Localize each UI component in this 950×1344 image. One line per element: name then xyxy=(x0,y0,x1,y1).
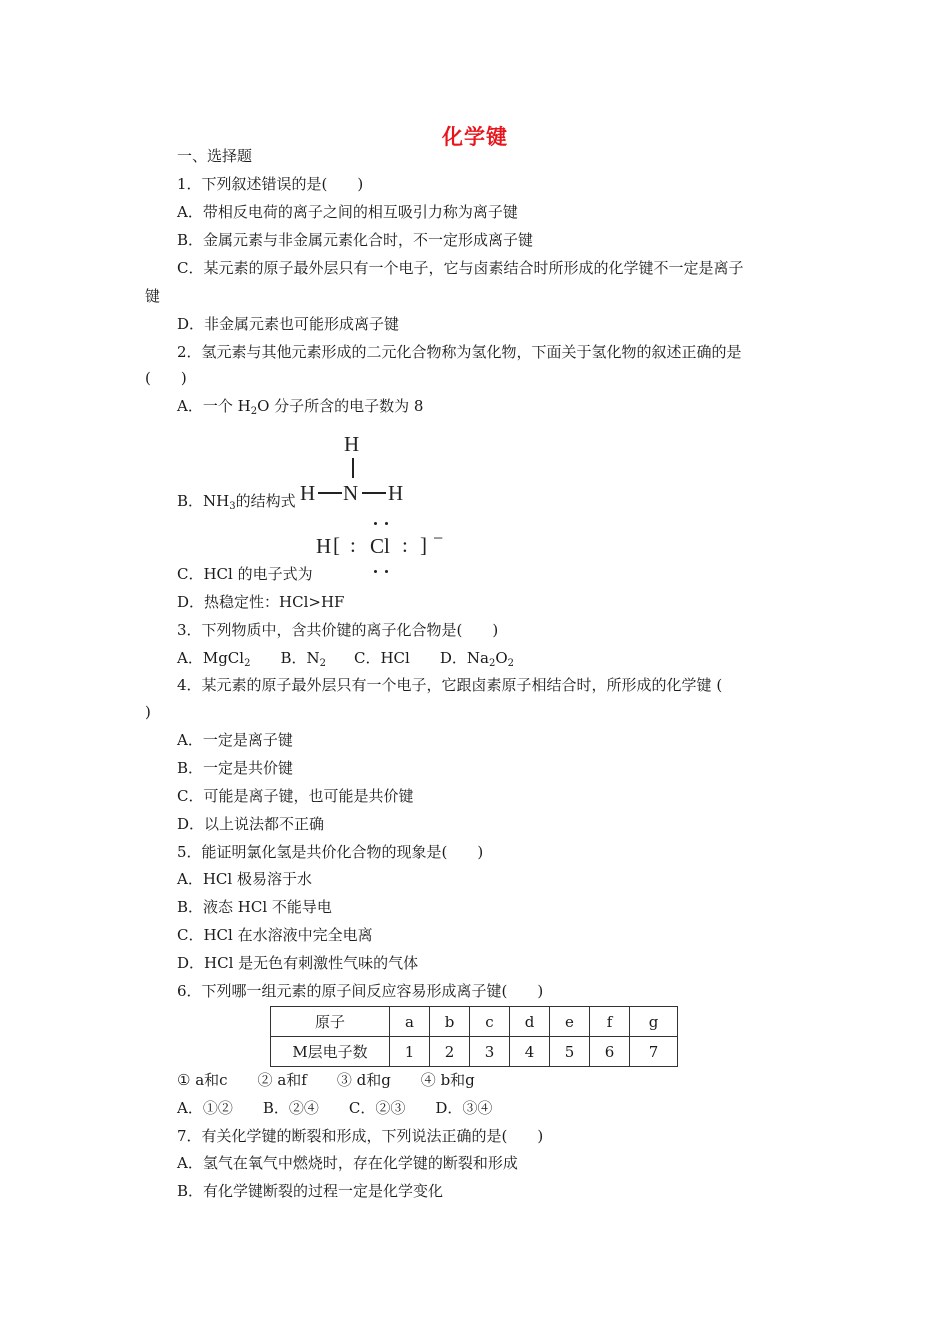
q2-option-b: B．$NH_3$的结构式 xyxy=(177,492,296,512)
q3-stem: 3．下列物质中，含共价键的离子化合物是( ) xyxy=(177,621,499,639)
section-heading: 一、选择题 xyxy=(177,147,253,165)
q6-combinations: ① a和c ② a和f ③ d和g ④ b和g xyxy=(177,1071,475,1089)
q7-stem: 7．有关化学键的断裂和形成，下列说法正确的是( ) xyxy=(177,1127,544,1145)
hcl-dot xyxy=(385,570,388,573)
q2-stem-wrap: ( ) xyxy=(145,369,187,387)
hcl-dot xyxy=(374,522,377,525)
q6-options: A．①② B．②④ C．②③ D．③④ xyxy=(177,1099,493,1117)
table-cell: 2 xyxy=(430,1037,470,1067)
table-cell: b xyxy=(430,1007,470,1037)
hcl-h: H xyxy=(316,534,332,558)
q2-option-c: C．HCl 的电子式为 xyxy=(177,565,313,583)
q4-option-c: C．可能是离子键，也可能是共价键 xyxy=(177,787,414,805)
table-row xyxy=(271,1007,678,1037)
q4-option-d: D．以上说法都不正确 xyxy=(177,815,325,833)
q7-option-b: B．有化学键断裂的过程一定是化学变化 xyxy=(177,1182,444,1200)
hcl-dot xyxy=(385,522,388,525)
q2-stem: 2．氢元素与其他元素形成的二元化合物称为氢化物，下面关于氢化物的叙述正确的是 xyxy=(177,343,742,361)
hcl-left-bracket: [ xyxy=(333,533,340,557)
table-cell: M层电子数 xyxy=(271,1037,390,1067)
q4-option-b: B．一定是共价键 xyxy=(177,759,294,777)
table-cell: 原子 xyxy=(271,1007,390,1037)
page-title: 化学键 xyxy=(442,125,508,149)
table-cell: 6 xyxy=(590,1037,630,1067)
table-cell: 3 xyxy=(470,1037,510,1067)
q4-stem: 4．某元素的原子最外层只有一个电子，它跟卤素原子相结合时，所形成的化学键 ( xyxy=(177,676,723,694)
table-cell: g xyxy=(630,1007,678,1037)
q5-option-b: B．液态 HCl 不能导电 xyxy=(177,898,332,916)
hcl-charge: − xyxy=(433,528,444,548)
q1-option-c: C．某元素的原子最外层只有一个电子，它与卤素结合时所形成的化学键不一定是离子 xyxy=(177,259,744,277)
q1-option-a: A．带相反电荷的离子之间的相互吸引力称为离子键 xyxy=(177,203,518,221)
table-cell: c xyxy=(470,1007,510,1037)
electron-count-table xyxy=(270,1006,678,1067)
table-cell: 1 xyxy=(390,1037,430,1067)
q7-option-a: A．氢气在氧气中燃烧时，存在化学键的断裂和形成 xyxy=(177,1154,518,1172)
nh3-n: N xyxy=(343,481,359,505)
hcl-dot xyxy=(374,570,377,573)
q1-option-c-wrap: 键 xyxy=(145,287,161,305)
q1-stem: 1．下列叙述错误的是( ) xyxy=(177,175,364,193)
q4-option-a: A．一定是离子键 xyxy=(177,731,293,749)
nh3-h-top: H xyxy=(344,432,360,456)
hcl-right-bracket: ] xyxy=(420,533,427,557)
nh3-bond-right xyxy=(362,492,386,494)
table-cell: f xyxy=(590,1007,630,1037)
q5-option-d: D．HCl 是无色有刺激性气味的气体 xyxy=(177,954,419,972)
q3-options: A．MgCl$_2$ B．$N_2$ C．HCl D．$Na_2O_2$ xyxy=(177,649,514,669)
q5-option-a: A．HCl 极易溶于水 xyxy=(177,870,312,888)
q5-stem: 5．能证明氯化氢是共价化合物的现象是( ) xyxy=(177,843,484,861)
nh3-h-left: H xyxy=(300,481,316,505)
nh3-h-right: H xyxy=(388,481,404,505)
hcl-colon-right: : xyxy=(402,533,408,557)
table-cell: a xyxy=(390,1007,430,1037)
nh3-bond-vertical xyxy=(352,458,354,478)
table-cell: 7 xyxy=(630,1037,678,1067)
q5-option-c: C．HCl 在水溶液中完全电离 xyxy=(177,926,373,944)
q2-option-a: A．一个 $H_2O$ 分子所含的电子数为 8 xyxy=(177,397,424,417)
q2-option-d: D．热稳定性：HCl>HF xyxy=(177,593,345,611)
nh3-bond-left xyxy=(318,492,342,494)
q1-option-d: D．非金属元素也可能形成离子键 xyxy=(177,315,400,333)
table-cell: 5 xyxy=(550,1037,590,1067)
q6-stem: 6．下列哪一组元素的原子间反应容易形成离子键( ) xyxy=(177,982,544,1000)
q4-stem-wrap: ) xyxy=(145,703,151,721)
table-cell: 4 xyxy=(510,1037,550,1067)
hcl-colon-left: : xyxy=(350,533,356,557)
q1-option-b: B．金属元素与非金属元素化合时，不一定形成离子键 xyxy=(177,231,534,249)
table-cell: d xyxy=(510,1007,550,1037)
hcl-cl: Cl xyxy=(370,534,390,558)
table-row xyxy=(271,1037,678,1067)
table-cell: e xyxy=(550,1007,590,1037)
